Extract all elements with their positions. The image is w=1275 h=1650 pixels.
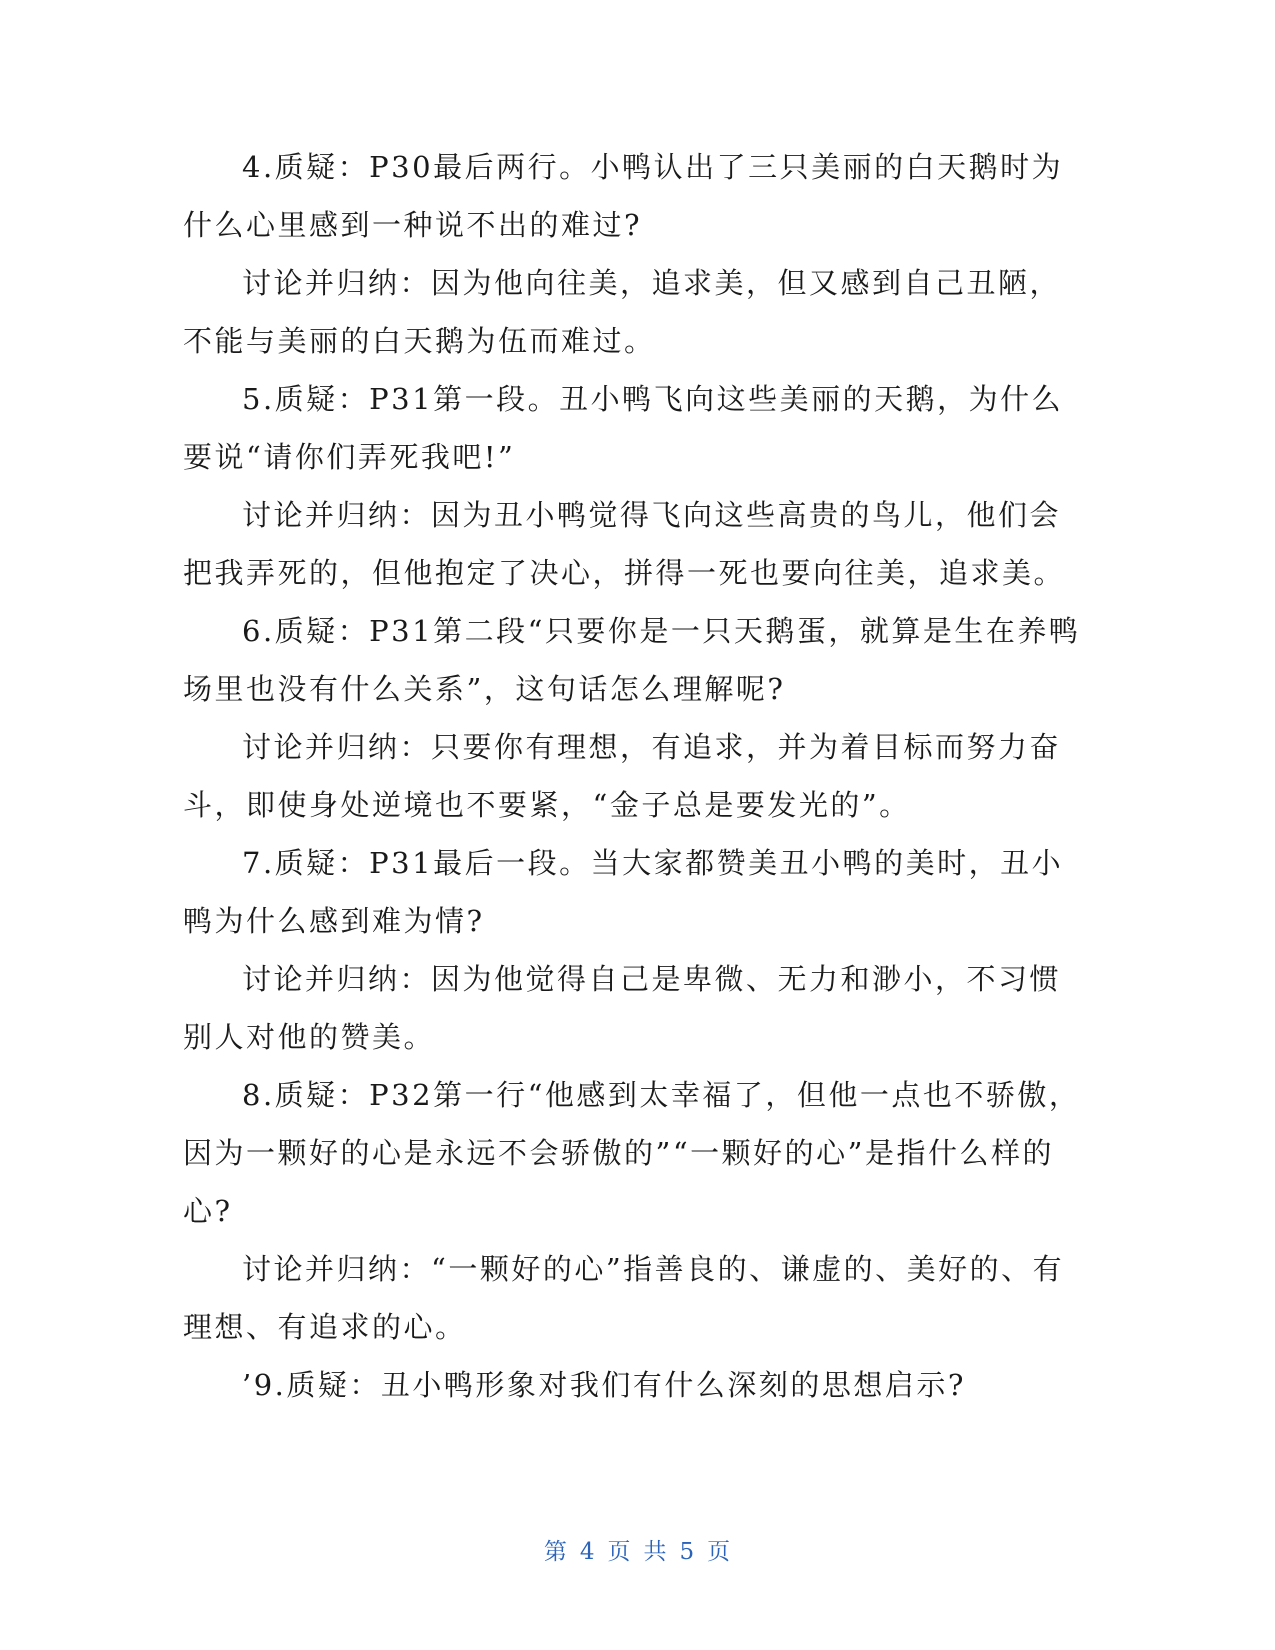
paragraph: 讨论并归纳：因为他向往美，追求美，但又感到自己丑陋，不能与美丽的白天鹅为伍而难过。: [183, 266, 1062, 358]
footer-page-label: 页: [607, 1539, 632, 1565]
paragraph: 讨论并归纳：因为他觉得自己是卑微、无力和渺小，不习惯别人对他的赞美。: [183, 962, 1062, 1054]
paragraph: 6.质疑：P31第二段“只要你是一只天鹅蛋，就算是生在养鸭场里也没有什么关系”，这句话怎么理解呢?: [183, 614, 1081, 706]
paragraph: 4.质疑：P30最后两行。小鸭认出了三只美丽的白天鹅时为什么心里感到一种说不出的难过?: [183, 150, 1064, 242]
paragraph: 讨论并归纳：只要你有理想，有追求，并为着目标而努力奋斗，即使身处逆境也不要紧，“金子总是要发光的”。: [183, 730, 1062, 822]
footer-page-end-label: 页: [707, 1539, 732, 1565]
footer-total-label: 共: [643, 1539, 668, 1565]
paragraph: 8.质疑：P32第一行“他感到太幸福了，但他一点也不骄傲，因为一颗好的心是永远不会骄傲的”“一颗好的心”是指什么样的心?: [183, 1078, 1081, 1228]
paragraph: 讨论并归纳：“一颗好的心”指善良的、谦虚的、美好的、有理想、有追求的心。: [183, 1252, 1065, 1344]
paragraph: ’9.质疑：丑小鸭形象对我们有什么深刻的思想启示?: [242, 1368, 966, 1402]
paragraph: 讨论并归纳：因为丑小鸭觉得飞向这些高贵的鸟儿，他们会把我弄死的，但他抱定了决心，拼得一死也要向往美，追求美。: [183, 498, 1066, 590]
paragraph: 5.质疑：P31第一段。丑小鸭飞向这些美丽的天鹅，为什么要说“请你们弄死我吧!”: [183, 382, 1064, 474]
paragraph: 7.质疑：P31最后一段。当大家都赞美丑小鸭的美时，丑小鸭为什么感到难为情?: [183, 846, 1064, 938]
current-page-number: 4: [579, 1539, 596, 1565]
total-pages-number: 5: [679, 1539, 696, 1565]
document-body: [183, 138, 1083, 1414]
page-footer: [0, 1533, 1275, 1566]
footer-prefix: 第: [543, 1539, 568, 1565]
